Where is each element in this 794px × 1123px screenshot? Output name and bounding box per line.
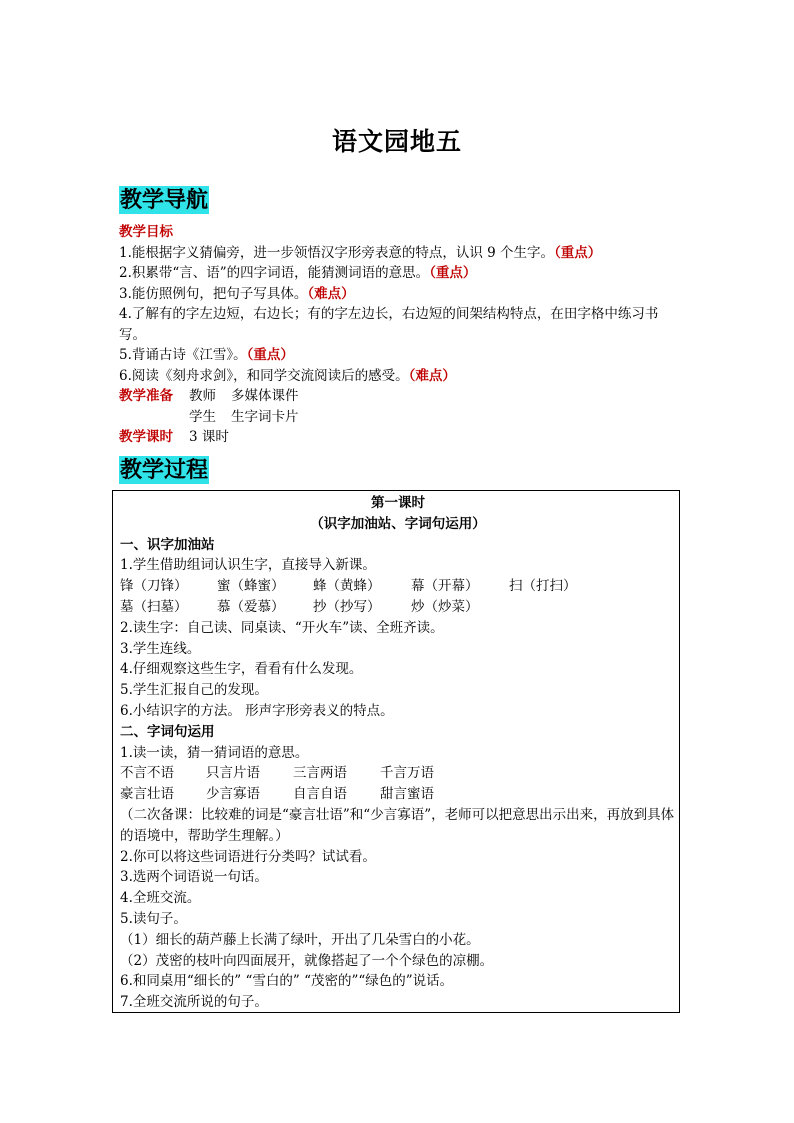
char-item: 慕（爱慕）	[217, 598, 285, 615]
char-item: 锋（刀锋）	[120, 578, 188, 595]
lesson-line: 4.全班交流。	[120, 890, 201, 907]
lesson-line: 2.读生字：自己读、同桌读、“开火车”读、全班齐读。	[120, 619, 444, 636]
hours-line	[119, 427, 679, 448]
lesson-line: （1）细长的葫芦藤上长满了绿叶，开出了几朵雪白的小花。	[120, 931, 480, 948]
word-item: 甜言蜜语	[380, 786, 434, 803]
goal-item: 2.积累带“言、语”的四字词语，能猜测词语的意思。（重点）	[119, 265, 477, 281]
lesson-line: 1.学生借助组词认识生字，直接导入新课。	[120, 557, 376, 574]
prep-label: 教学准备	[119, 388, 173, 404]
word-item: 豪言壮语	[120, 786, 174, 803]
difficulty-tag: （难点）	[408, 367, 456, 384]
chars-row	[120, 597, 676, 618]
lesson-note: （二次备课：比较难的词是“豪言壮语”和“少言寡语”，老师可以把意思出示出来，再放到具体的语境中，帮助学生理解。）	[120, 806, 675, 844]
words-row	[120, 763, 676, 784]
lesson-box	[112, 490, 680, 1013]
prep-student-line	[119, 407, 679, 428]
goal-item: 1.能根据字义猜偏旁，进一步领悟汉字形旁表意的特点，认识 9 个生字。（重点）	[119, 244, 602, 261]
page-title: 语文园地五	[331, 127, 462, 156]
key-tag: （重点）	[429, 265, 477, 281]
char-item: 墓（扫墓）	[120, 598, 188, 615]
word-item: 千言万语	[380, 765, 434, 782]
char-item: 幕（开幕）	[411, 578, 479, 595]
lesson-line: 6.小结识字的方法。 形声字形旁表义的特点。	[120, 702, 394, 719]
goals-block	[119, 222, 679, 448]
key-tag: （重点）	[246, 347, 294, 363]
goal-item: 5.背诵古诗《江雪》。（重点）	[119, 347, 294, 363]
hours-value: 3 课时	[189, 429, 229, 445]
char-item: 蜜（蜂蜜）	[217, 578, 285, 595]
part2-title: 二、字词句运用	[120, 723, 215, 740]
char-item: 抄（抄写）	[313, 598, 381, 615]
lesson-line: 6.和同桌用“细长的” “雪白的” “茂密的”“绿色的”说话。	[120, 973, 454, 990]
word-item: 只言片语	[206, 765, 260, 782]
prep-student-item: 生字词卡片	[231, 408, 299, 425]
lesson-line: 7.全班交流所说的句子。	[120, 994, 268, 1011]
words-row	[120, 784, 676, 805]
lesson-line: （2）茂密的枝叶向四面展开，就像搭起了一个个绿色的凉棚。	[120, 952, 494, 969]
lesson-line: 5.学生汇报自己的发现。	[120, 682, 268, 699]
char-item: 扫（打扫）	[509, 578, 577, 595]
char-item: 蜂（黄蜂）	[313, 578, 381, 595]
lesson-line: 2.你可以将这些词语进行分类吗？试试看。	[120, 848, 376, 865]
word-item: 不言不语	[120, 765, 174, 782]
lesson-line: 3.学生连线。	[120, 640, 201, 657]
word-item: 少言寡语	[206, 786, 260, 803]
chars-row	[120, 576, 676, 597]
prep-teacher-line	[119, 386, 679, 407]
lesson-line: 3.选两个词语说一句话。	[120, 869, 268, 886]
prep-teacher-role: 教师	[189, 388, 216, 404]
char-item: 炒（炒菜）	[411, 598, 479, 615]
difficulty-tag: （难点）	[307, 285, 355, 302]
section-heading-teaching-guide: 教学导航	[120, 187, 209, 213]
goal-item: 4.了解有的字左边短，右边长；有的字左边长，右边短的间架结构特点，在田字格中练习书写。	[119, 306, 659, 343]
lesson-subheading: （识字加油站、字词句运用）	[310, 515, 486, 532]
prep-teacher-item: 多媒体课件	[231, 388, 299, 404]
section-heading-teaching-process: 教学过程	[120, 457, 209, 483]
lesson-heading: 第一课时	[371, 495, 425, 511]
lesson-content	[120, 493, 676, 1013]
part1-title: 一、识字加油站	[120, 536, 215, 553]
lesson-line: 5.读句子。	[120, 910, 187, 927]
key-tag: （重点）	[554, 244, 602, 261]
word-item: 自言自语	[293, 786, 347, 803]
prep-student-role: 学生	[189, 408, 216, 425]
goals-label: 教学目标	[119, 224, 173, 240]
hours-label: 教学课时	[119, 429, 173, 445]
goal-item: 6.阅读《刻舟求剑》，和同学交流阅读后的感受。（难点）	[119, 367, 456, 384]
goal-item: 3.能仿照例句，把句子写具体。（难点）	[119, 285, 355, 302]
word-item: 三言两语	[293, 765, 347, 782]
lesson-line: 4.仔细观察这些生字，看看有什么发现。	[120, 661, 363, 678]
lesson-line: 1.读一读，猜一猜词语的意思。	[120, 744, 309, 761]
